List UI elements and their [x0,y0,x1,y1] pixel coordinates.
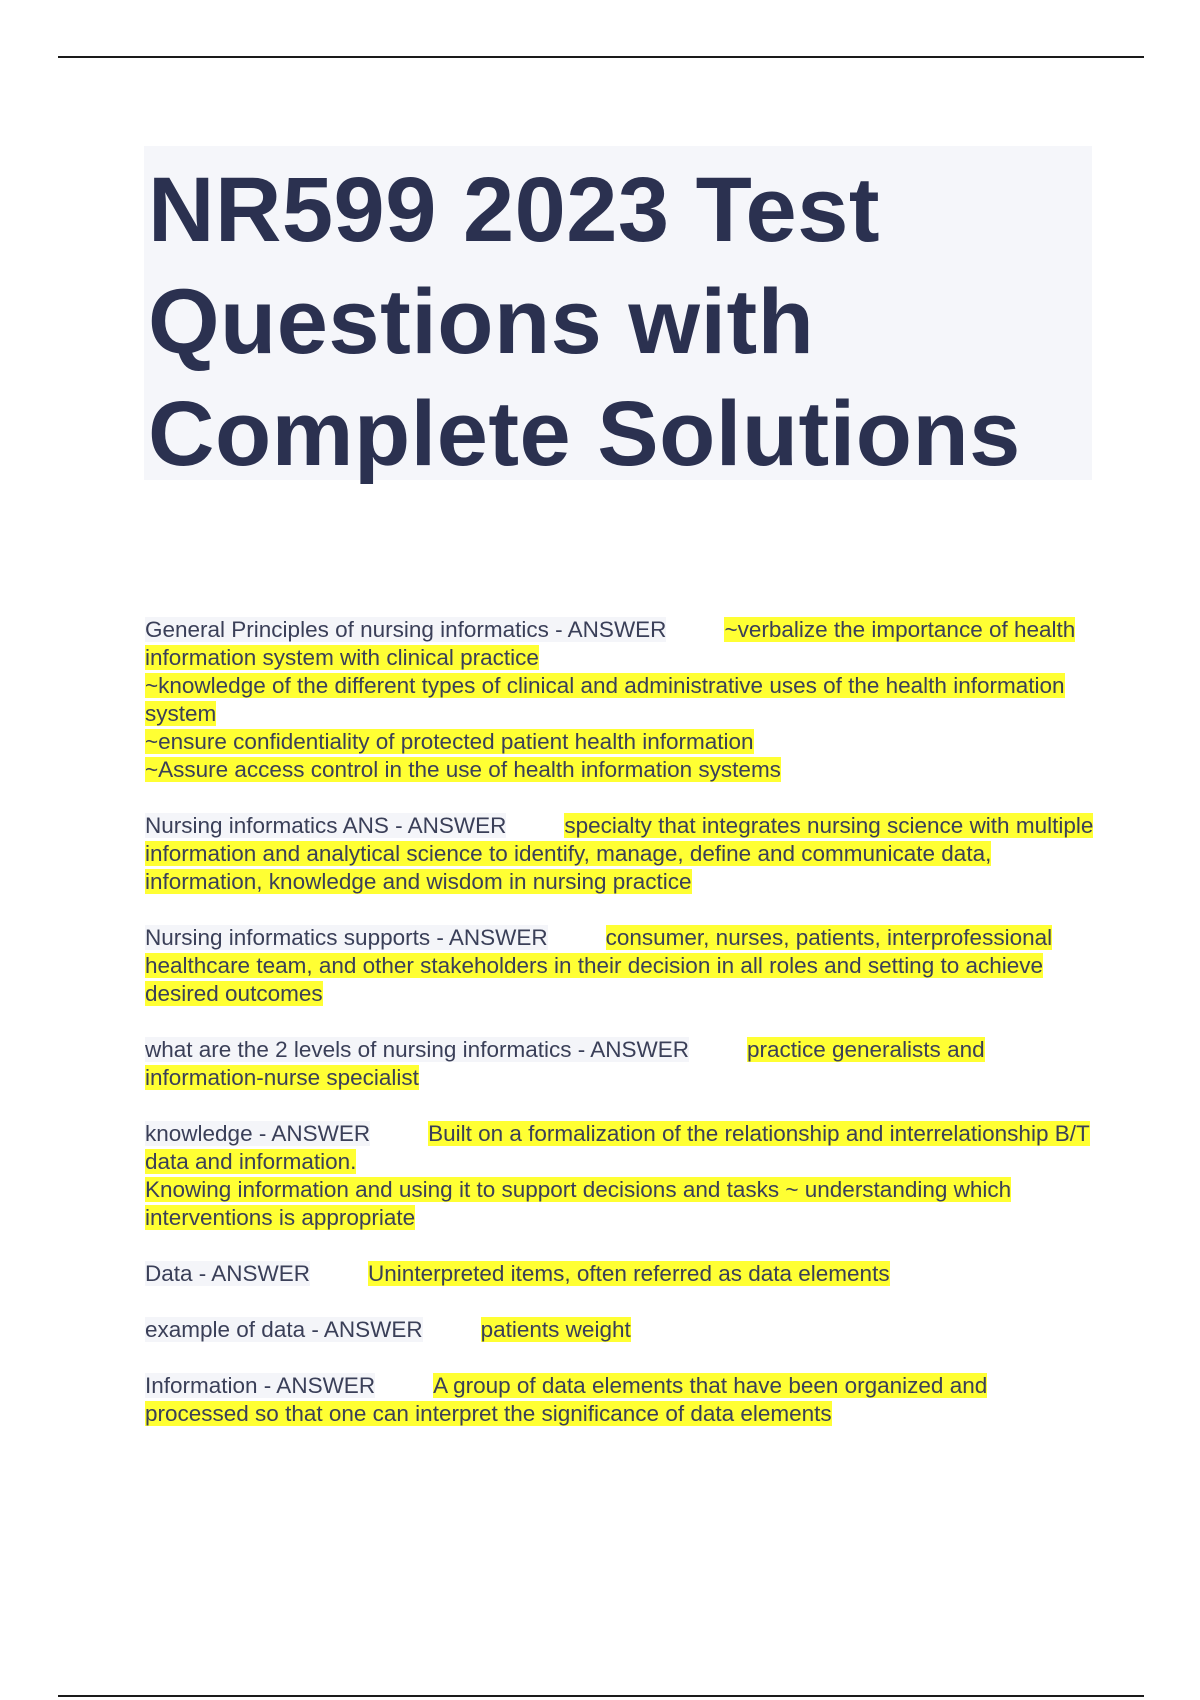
document-title: NR599 2023 Test Questions with Complete Solutions [148,159,1021,485]
qa-term: General Principles of nursing informatics - ANSWER [145,617,667,642]
qa-answer: ~verbalize the importance of health information system with clinical practice [145,617,1076,670]
qa-answer: Uninterpreted items, often referred as data elements [368,1261,890,1286]
qa-answer: Knowing information and using it to support decisions and tasks ~ understanding which interventions is appropriate [145,1177,1012,1230]
bottom-rule [58,1695,1144,1697]
qa-term: Data - ANSWER [145,1261,311,1286]
qa-item [145,1036,1095,1092]
qa-item [145,1316,1095,1344]
qa-item [145,1372,1095,1428]
qa-answer: Built on a formalization of the relationship and interrelationship B/T data and information. [145,1121,1090,1174]
qa-item [145,1260,1095,1288]
qa-answer: specialty that integrates nursing science with multiple information and analytical science to identify, manage, define and communicate data, information, knowledge and wisdom in nursing practice [145,813,1094,894]
qa-list [145,616,1095,1456]
qa-term: Nursing informatics ANS - ANSWER [145,813,507,838]
qa-item [145,812,1095,896]
qa-term: what are the 2 levels of nursing informatics - ANSWER [145,1037,689,1062]
qa-answer: patients weight [480,1317,631,1342]
qa-answer: ~Assure access control in the use of health information systems [145,757,781,782]
qa-term: knowledge - ANSWER [145,1121,371,1146]
qa-item [145,924,1095,1008]
qa-answer: ~knowledge of the different types of clinical and administrative uses of the health information system [145,673,1065,726]
qa-answer: ~ensure confidentiality of protected patient health information [145,729,754,754]
qa-item [145,1120,1095,1232]
qa-answer: A group of data elements that have been organized and processed so that one can interpret the significance of data elements [145,1373,988,1426]
qa-term: Nursing informatics supports - ANSWER [145,925,548,950]
qa-answer: consumer, nurses, patients, interprofessional healthcare team, and other stakeholders in their decision in all roles and setting to achieve desired outcomes [145,925,1053,1006]
qa-term: Information - ANSWER [145,1373,376,1398]
top-rule [58,56,1144,58]
qa-item [145,616,1095,784]
qa-answer: practice generalists and information-nurse specialist [145,1037,985,1090]
qa-term: example of data - ANSWER [145,1317,423,1342]
title-block [144,146,1092,485]
